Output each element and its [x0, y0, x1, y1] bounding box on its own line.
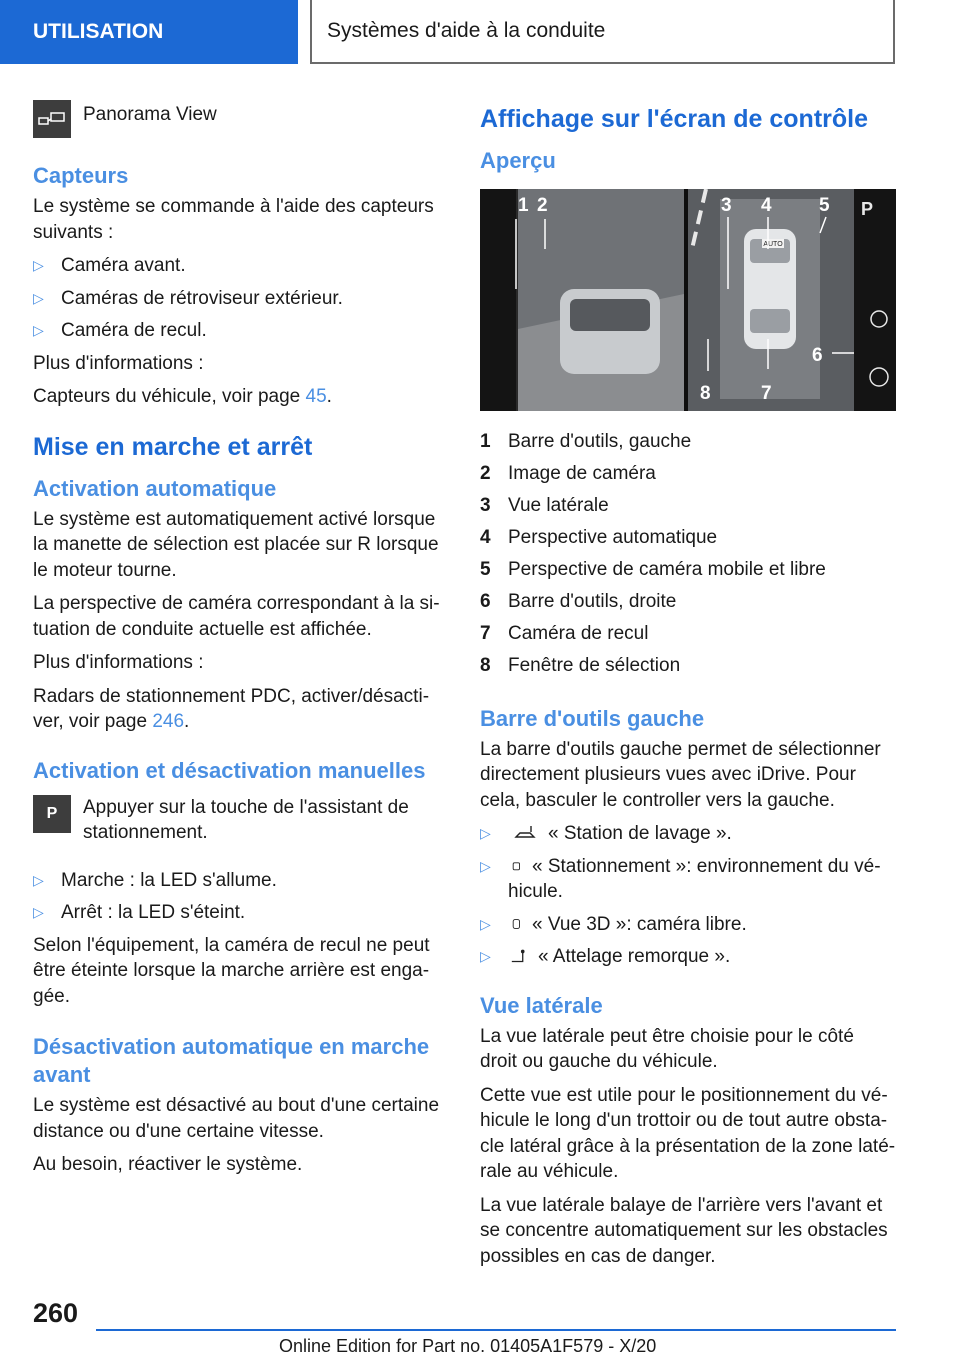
svg-text:P: P — [861, 199, 874, 219]
panorama-view-block — [33, 100, 443, 138]
footer-edition: Online Edition for Part no. 01405A1F579 - X/20 — [279, 1336, 657, 1356]
list-item: 8 Fenêtre de sélection — [480, 655, 681, 676]
parking-icon — [510, 858, 524, 874]
side-p2: Cette vue est utile pour le positionnement du véhicule le long d'un trottoir ou de tout autre obstacle latéral grâce à la présentation de la zone latérale au véhicule. — [480, 1084, 896, 1182]
list-item: ▷ « Stationnement »: environnement du véhicule. — [480, 855, 881, 902]
toolbar-list — [480, 821, 896, 970]
callout-5: 5 — [819, 195, 830, 216]
list-item: ▷ Arrêt : la LED s'éteint. — [33, 900, 443, 926]
list-item: 6 Barre d'outils, droite — [480, 591, 677, 612]
deact-p1: Le système est désactivé au bout d'une certaine distance ou d'une certaine vitesse. — [33, 1095, 440, 1142]
panorama-view-label: Panorama View — [83, 104, 217, 125]
bullet-triangle-icon: ▷ — [33, 257, 44, 273]
parking-assistant-button-icon: P — [33, 795, 71, 833]
bullet-triangle-icon: ▷ — [33, 322, 44, 338]
control-display-screenshot — [480, 189, 896, 411]
bullet-triangle-icon: ▷ — [480, 825, 491, 841]
display-heading: Affichage sur l'écran de contrôle — [480, 105, 868, 133]
screen-auto-label: AUTO — [763, 241, 783, 248]
auto-p1: Le système est automatiquement activé lorsque la manette de sélection est placée sur R lorsque le moteur tourne. — [33, 508, 439, 581]
list-item: 2 Image de caméra — [480, 463, 656, 484]
bullet-triangle-icon: ▷ — [480, 857, 491, 874]
side-heading: Vue latérale — [480, 992, 603, 1018]
page-link-45[interactable]: 45 — [305, 386, 327, 407]
right-column — [480, 100, 896, 1277]
toolbar-p1: La barre d'outils gauche permet de sélectionner directement plusieurs vues avec iDrive. Pour cela, basculer le controller vers la gauche. — [480, 738, 881, 811]
deact-p2: Au besoin, réactiver le système. — [33, 1154, 303, 1175]
auto-p2: La perspective de caméra correspondant à la situation de conduite actuelle est affichée. — [33, 593, 440, 640]
list-item: 7 Caméra de recul — [480, 623, 649, 644]
callout-4: 4 — [761, 195, 772, 216]
trailer-hitch-icon — [510, 948, 530, 964]
callout-3: 3 — [721, 195, 732, 216]
camera-view-illustration — [480, 189, 896, 411]
parking-assistant-text: Appuyer sur la touche de l'assistant de stationnement. — [83, 796, 409, 843]
list-item: 1 Barre d'outils, gauche — [480, 431, 692, 452]
list-item: ▷ « Vue 3D »: caméra libre. — [480, 912, 896, 938]
list-item: 3 Vue latérale — [480, 495, 609, 516]
capteurs-intro: Le système se commande à l'aide des capteurs suivants : — [33, 196, 434, 243]
callout-8: 8 — [700, 383, 711, 404]
capteurs-more: Plus d'informations : — [33, 352, 204, 374]
bullet-triangle-icon: ▷ — [480, 915, 491, 932]
callout-7: 7 — [761, 383, 772, 404]
parking-assistant-block — [33, 795, 443, 854]
bullet-triangle-icon: ▷ — [33, 289, 44, 306]
marche-heading: Mise en marche et arrêt — [33, 432, 313, 461]
auto-heading: Activation automatique — [33, 475, 277, 501]
section-tab: UTILISATION — [0, 0, 298, 64]
callout-2: 2 — [537, 195, 548, 216]
auto-more: Plus d'informations : — [33, 652, 204, 673]
list-item: ▷ « Attelage remorque ». — [480, 944, 896, 970]
bullet-triangle-icon: ▷ — [33, 871, 44, 888]
left-column — [33, 100, 443, 1186]
car-wash-icon — [510, 825, 540, 841]
side-p3: La vue latérale balaye de l'arrière vers l'avant et se concentre automatiquement sur les obstacles possibles en cas de danger. — [480, 1194, 888, 1267]
list-item: ▷ « Station de lavage ». — [480, 821, 896, 847]
bullet-triangle-icon: ▷ — [480, 948, 491, 964]
list-item: ▷ Caméras de rétroviseur extérieur. — [33, 286, 443, 312]
auto-ref: Radars de stationnement PDC, activer/désactiver, voir page 246. — [33, 685, 430, 732]
capteurs-heading: Capteurs — [33, 163, 129, 188]
list-item: ▷ Caméra avant. — [33, 253, 443, 279]
page-link-246[interactable]: 246 — [152, 711, 185, 732]
toolbar-heading: Barre d'outils gauche — [480, 705, 705, 731]
capteurs-list — [33, 253, 443, 344]
list-item: ▷ Marche : la LED s'allume. — [33, 868, 443, 894]
deact-heading: Désactivation automatique en marche avant — [33, 1034, 430, 1087]
callout-1: 1 — [518, 195, 529, 216]
side-p1: La vue latérale peut être choisie pour le côté droit ou gauche du véhicule. — [480, 1025, 854, 1072]
list-item: 4 Perspective automatique — [480, 527, 718, 548]
list-item: ▷ Caméra de recul. — [33, 318, 443, 344]
capteurs-ref: Capteurs du véhicule, voir page 45. — [33, 386, 332, 407]
view-3d-icon — [510, 916, 524, 932]
manual-heading: Activation et désactivation manuelles — [33, 757, 426, 783]
callout-6: 6 — [812, 345, 823, 366]
page-header-title: Systèmes d'aide à la conduite — [310, 0, 895, 64]
apercu-heading: Aperçu — [480, 148, 556, 173]
page-number: 260 — [33, 1298, 79, 1328]
list-item: 5 Perspective de caméra mobile et libre — [480, 559, 826, 580]
legend-list — [480, 429, 896, 679]
manual-p1: Selon l'équipement, la caméra de recul ne peut être éteinte lorsque la marche arrière est engagée. — [33, 934, 430, 1007]
bullet-triangle-icon: ▷ — [33, 904, 44, 920]
panorama-view-icon — [33, 100, 71, 138]
led-list — [33, 868, 443, 926]
footer-divider — [96, 1329, 896, 1331]
